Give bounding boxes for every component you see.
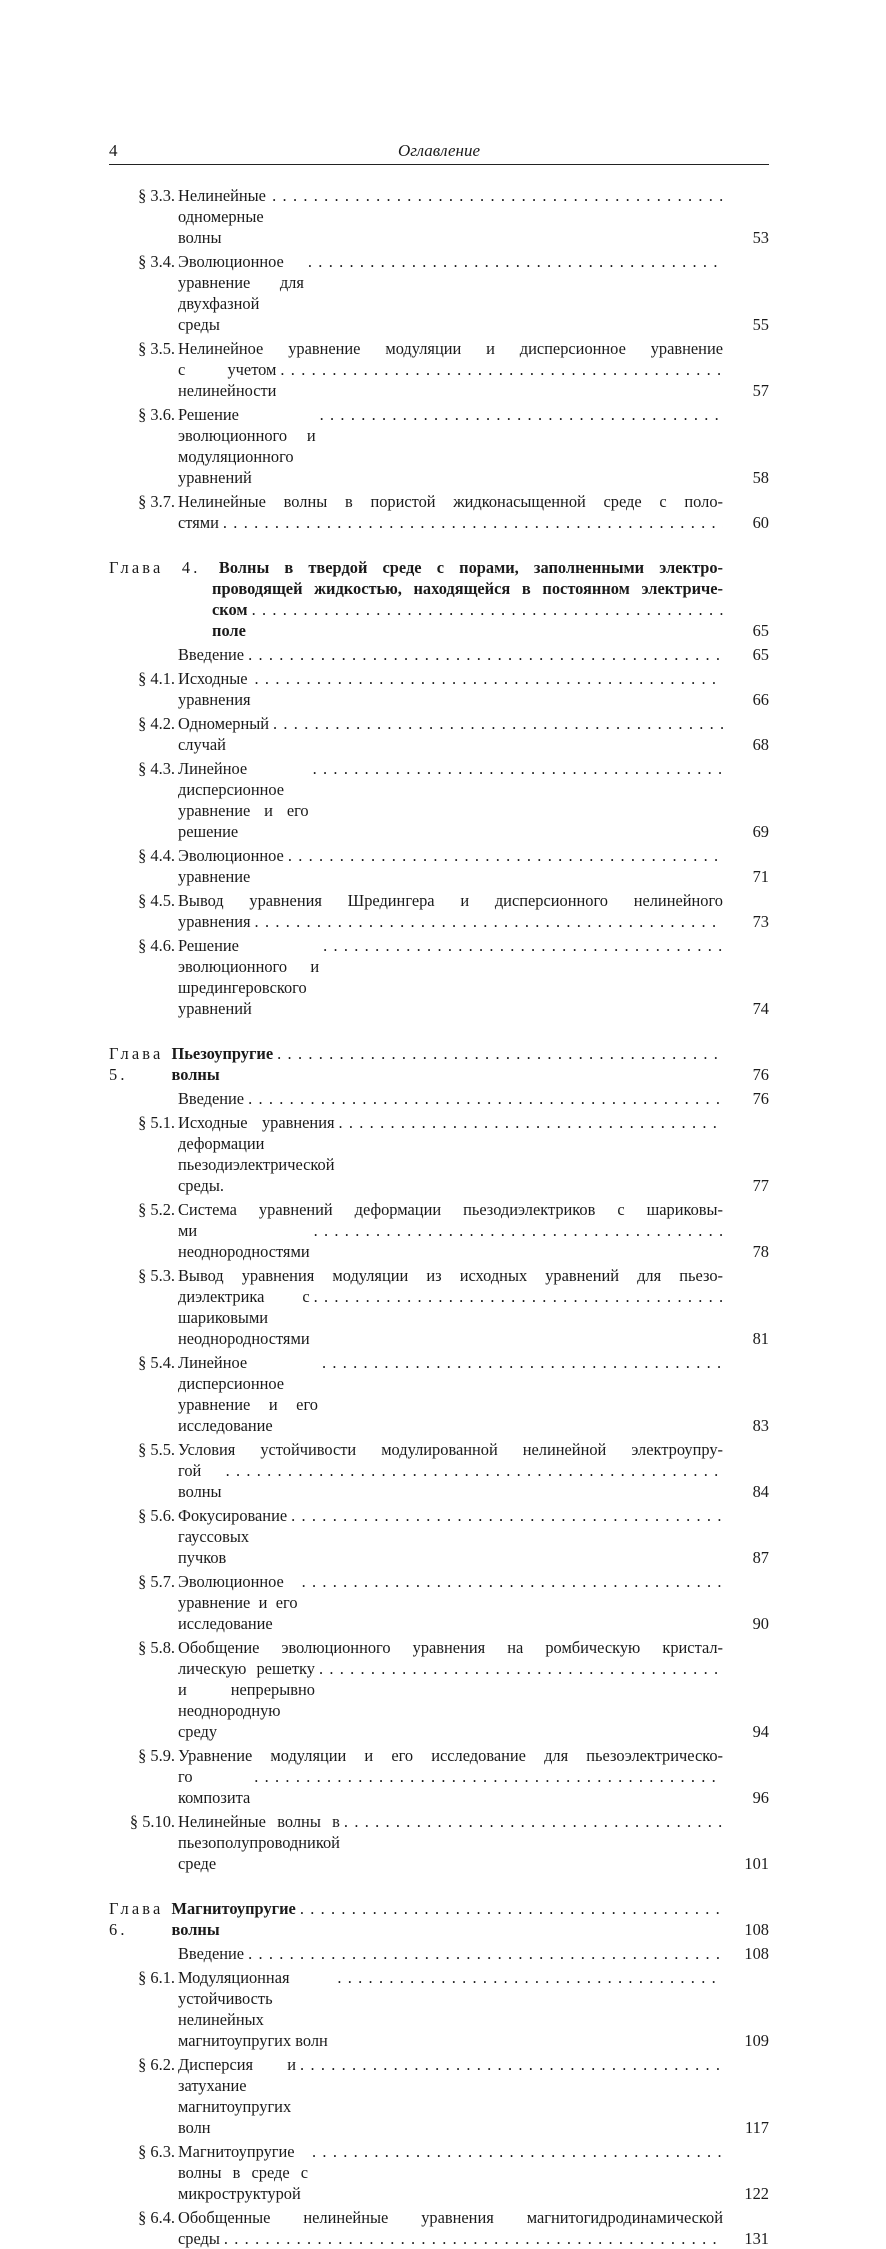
chapter-last-line <box>109 1043 723 1085</box>
entry-title-line: Исходные уравнения деформации пьезодиэлектрической среды. <box>178 1113 335 1195</box>
entry-title-line: Эволюционное уравнение и его исследование <box>178 1572 298 1633</box>
toc-entry-section[interactable] <box>109 1439 769 1502</box>
leader-dots <box>322 1352 723 1373</box>
leader-dots <box>224 2228 723 2249</box>
entry-body <box>178 2207 769 2249</box>
toc-entry-section[interactable] <box>109 2141 769 2204</box>
section-number: § 5.2. <box>138 1200 175 1219</box>
toc-entry-section[interactable] <box>109 1571 769 1634</box>
entry-title-line: Магнитоупругие волны в среде с микроструктурой <box>178 2142 309 2203</box>
toc-entry-section[interactable] <box>109 491 769 533</box>
entry-title-line: диэлектрика с шариковыми неоднородностями <box>178 1287 310 1348</box>
entry-body <box>178 845 769 887</box>
leader-dots <box>248 1943 723 1964</box>
page-ref: 94 <box>752 1722 769 1741</box>
entry-title-line: Нелинейное уравнение модуляции и дисперсионное уравнение <box>178 339 723 358</box>
section-number: § 5.10. <box>129 1812 175 1831</box>
toc-entry-section[interactable] <box>109 845 769 887</box>
section-number: § 4.4. <box>138 846 175 865</box>
chapter-3-sections <box>109 185 769 533</box>
leader-dots <box>312 2141 723 2162</box>
entry-title-line: Исходные уравнения <box>178 669 251 709</box>
toc-entry-section[interactable] <box>109 1967 769 2051</box>
toc-entry-section[interactable] <box>109 185 769 248</box>
entry-body <box>178 2054 769 2138</box>
entry-title-line: Линейное дисперсионное уравнение и его исследование <box>178 1353 318 1435</box>
leader-dots <box>252 599 723 620</box>
page-ref: 69 <box>752 822 769 841</box>
entry-body <box>178 1112 769 1196</box>
entry-title-line: Нелинейные одномерные волны <box>178 185 268 248</box>
leader-dots <box>300 1898 723 1919</box>
entry-title-line: ми неоднородностями <box>178 1221 310 1261</box>
page-ref: 108 <box>744 1944 769 1963</box>
chapter-title: Волны в твердой среде с порами, заполненными электро- <box>218 558 723 577</box>
entry-title-line: Уравнение модуляции и его исследование для пьезоэлектрическо- <box>178 1746 723 1765</box>
toc-entry-section[interactable] <box>109 890 769 932</box>
toc-entry-section[interactable] <box>109 713 769 755</box>
leader-dots <box>254 1766 723 1787</box>
section-number: § 4.3. <box>138 759 175 778</box>
entry-last-line <box>178 1220 723 1262</box>
toc-entry-intro[interactable] <box>109 1943 769 1964</box>
entry-last-line <box>178 758 723 842</box>
entry-last-line <box>178 911 723 932</box>
toc-entry-intro[interactable] <box>109 1088 769 1109</box>
entry-body <box>178 668 769 710</box>
entry-title-line: го композита <box>178 1767 251 1807</box>
entry-title-line: стями <box>178 513 219 532</box>
section-number: § 5.4. <box>138 1353 175 1372</box>
leader-dots <box>291 1505 723 1526</box>
section-number: § 6.3. <box>138 2142 175 2161</box>
toc-entry-section[interactable] <box>109 1811 769 1874</box>
section-number: § 6.1. <box>138 1968 175 1987</box>
entry-body <box>178 2141 769 2204</box>
entry-body <box>178 890 769 932</box>
toc-entry-intro[interactable] <box>109 644 769 665</box>
toc-entry-section[interactable] <box>109 1199 769 1262</box>
entry-last-line <box>178 512 723 533</box>
page-ref: 65 <box>752 645 769 664</box>
entry-body <box>178 1352 769 1436</box>
section-number: § 3.7. <box>138 492 175 511</box>
entry-last-line <box>178 935 723 1019</box>
entry-body <box>178 1505 769 1568</box>
toc-entry-chapter[interactable] <box>109 1043 769 1085</box>
entry-last-line <box>178 1112 723 1196</box>
entry-body <box>178 491 769 533</box>
chapter-title: ском поле <box>212 600 248 640</box>
entry-title-line: Эволюционное уравнение для двухфазной среды <box>178 252 304 334</box>
page-ref: 81 <box>752 1329 769 1348</box>
leader-dots <box>226 1460 723 1481</box>
entry-body <box>178 935 769 1019</box>
leader-dots <box>280 359 723 380</box>
entry-title-line: Линейное дисперсионное уравнение и его решение <box>178 759 309 841</box>
page-ref: 74 <box>752 999 769 1018</box>
leader-dots <box>308 251 723 272</box>
section-number: § 5.9. <box>138 1746 175 1765</box>
section-number: § 5.1. <box>138 1113 175 1132</box>
toc-entry-chapter[interactable] <box>109 557 769 641</box>
page-ref: 55 <box>752 315 769 334</box>
toc-entry-section[interactable] <box>109 1265 769 1349</box>
leader-dots <box>323 935 723 956</box>
section-number: § 4.1. <box>138 669 175 688</box>
section-number: § 3.3. <box>138 186 175 205</box>
leader-dots <box>288 845 723 866</box>
leader-dots <box>339 1112 724 1133</box>
page-ref: 109 <box>744 2031 769 2050</box>
toc-entry-section[interactable] <box>109 1505 769 1568</box>
entry-title-line: уравнения <box>178 912 251 931</box>
entry-title-line: Одномерный случай <box>178 714 270 754</box>
chapter-title-line <box>109 557 723 578</box>
leader-dots <box>272 185 723 206</box>
page-ref: 108 <box>744 1920 769 1939</box>
entry-last-line <box>178 359 723 401</box>
entry-body <box>178 758 769 842</box>
entry-last-line <box>178 1088 723 1109</box>
chapter-block <box>109 557 769 1019</box>
entry-body <box>178 1637 769 1742</box>
page-ref: 68 <box>752 735 769 754</box>
entry-title-line: гой волны <box>178 1461 222 1501</box>
entry-title-line: Эволюционное уравнение <box>178 846 284 886</box>
entry-title-line: Дисперсия и затухание магнитоупругих волн <box>178 2055 297 2137</box>
toc-entry-section[interactable] <box>109 404 769 488</box>
section-number: § 5.6. <box>138 1506 175 1525</box>
page-ref: 78 <box>752 1242 769 1261</box>
section-number: § 5.3. <box>138 1266 175 1285</box>
leader-dots <box>302 1571 723 1592</box>
section-number: § 6.2. <box>138 2055 175 2074</box>
page-ref: 131 <box>744 2229 769 2248</box>
section-number: § 4.2. <box>138 714 175 733</box>
toc-entry-section[interactable] <box>109 2207 769 2249</box>
section-number: § 5.5. <box>138 1440 175 1459</box>
entry-body <box>178 1199 769 1262</box>
entry-body <box>178 404 769 488</box>
toc-entry-section[interactable] <box>109 338 769 401</box>
entry-body <box>178 1745 769 1808</box>
entry-last-line <box>178 1658 723 1742</box>
leader-dots <box>320 404 723 425</box>
entry-last-line <box>178 1967 723 2051</box>
leader-dots <box>248 644 723 665</box>
leader-dots <box>313 758 723 779</box>
section-number: § 5.7. <box>138 1572 175 1591</box>
leader-dots <box>337 1967 723 1988</box>
page-ref: 83 <box>752 1416 769 1435</box>
entry-title-line: Обобщенные нелинейные уравнения магнитогидродинамической <box>178 2208 723 2227</box>
entry-body <box>178 1265 769 1349</box>
entry-last-line <box>178 713 723 755</box>
leader-dots <box>223 512 723 533</box>
page-ref: 90 <box>752 1614 769 1633</box>
running-header <box>109 140 769 165</box>
page-ref: 76 <box>752 1089 769 1108</box>
table-of-contents <box>109 185 769 2249</box>
page-ref: 101 <box>744 1854 769 1873</box>
entry-body <box>178 1088 769 1109</box>
entry-title-line: лическую решетку и непрерывно неоднородную среду <box>178 1659 315 1741</box>
entry-last-line <box>178 1460 723 1502</box>
entry-body <box>178 1571 769 1634</box>
leader-dots <box>255 668 723 689</box>
page-ref: 53 <box>752 228 769 247</box>
entry-last-line <box>178 644 723 665</box>
page-ref: 65 <box>752 621 769 640</box>
entry-title-line: с учетом нелинейности <box>178 360 277 400</box>
chapter-block <box>109 1043 769 1874</box>
entry-last-line <box>178 1286 723 1349</box>
entry-body <box>178 644 769 665</box>
page-ref: 87 <box>752 1548 769 1567</box>
chapter-title: Магнитоупругие волны <box>171 1899 296 1939</box>
entry-last-line <box>178 1352 723 1436</box>
page-ref: 58 <box>752 468 769 487</box>
page-ref: 84 <box>752 1482 769 1501</box>
leader-dots <box>319 1658 723 1679</box>
chapter-title: проводящей жидкостью, находящейся в постоянном электриче- <box>212 579 723 598</box>
entry-last-line <box>178 1943 723 1964</box>
page-ref: 117 <box>745 2118 769 2137</box>
toc-entry-section[interactable] <box>109 1352 769 1436</box>
entry-last-line <box>178 1811 723 1874</box>
toc-entry-section[interactable] <box>109 1637 769 1742</box>
entry-body <box>178 1439 769 1502</box>
section-number: § 3.6. <box>138 405 175 424</box>
page-ref: 57 <box>752 381 769 400</box>
section-number: § 3.5. <box>138 339 175 358</box>
entry-last-line <box>178 185 723 248</box>
entry-title-line: Решение эволюционного и шредингеровского уравнений <box>178 936 320 1018</box>
entry-title-line: Обобщение эволюционного уравнения на ромбическую кристал- <box>178 1638 723 1657</box>
leader-dots <box>248 1088 723 1109</box>
chapter-last-line <box>109 599 723 641</box>
entry-body <box>178 1811 769 1874</box>
toc-entry-section[interactable] <box>109 2054 769 2138</box>
entry-title-line: Вывод уравнения модуляции из исходных уравнений для пьезо- <box>178 1266 723 1285</box>
toc-entry-section[interactable] <box>109 1745 769 1808</box>
entry-title-line: Введение <box>178 1089 245 1108</box>
entry-body <box>178 713 769 755</box>
entry-body <box>109 1898 769 1940</box>
running-title: Оглавление <box>397 141 481 160</box>
entry-title-line: Модуляционная устойчивость нелинейных магнитоупругих волн <box>178 1967 333 2051</box>
entry-title-line: Фокусирование гауссовых пучков <box>178 1506 288 1567</box>
section-number: § 4.5. <box>138 891 175 910</box>
page-ref: 60 <box>752 513 769 532</box>
leader-dots <box>314 1286 723 1307</box>
leader-dots <box>300 2054 723 2075</box>
page-ref: 96 <box>752 1788 769 1807</box>
leader-dots <box>255 911 723 932</box>
toc-entry-section[interactable] <box>109 668 769 710</box>
toc-entry-section[interactable] <box>109 935 769 1019</box>
leader-dots <box>314 1220 723 1241</box>
chapter-title-line <box>109 578 723 599</box>
leader-dots <box>273 713 723 734</box>
entry-last-line <box>178 1766 723 1808</box>
entry-last-line <box>178 2228 723 2249</box>
page-ref: 77 <box>752 1176 769 1195</box>
chapter-number: Глава 4. <box>109 558 219 577</box>
page-ref: 73 <box>752 912 769 931</box>
entry-title-line: Нелинейные волны в пьезополупроводникой среде <box>178 1812 340 1873</box>
toc-entry-section[interactable] <box>109 1112 769 1196</box>
page-ref: 122 <box>744 2184 769 2203</box>
section-number: § 4.6. <box>138 936 175 955</box>
entry-title-line: Система уравнений деформации пьезодиэлектриков с шариковы- <box>178 1200 723 1219</box>
entry-body <box>109 557 769 641</box>
chapter-number: Глава 5. <box>109 1044 164 1084</box>
entry-title-line: среды <box>178 2229 220 2248</box>
leader-dots <box>344 1811 723 1832</box>
entry-body <box>178 185 769 248</box>
entry-last-line <box>178 251 723 335</box>
page-ref: 71 <box>752 867 769 886</box>
entry-title-line: Условия устойчивости модулированной нелинейной электроупру- <box>178 1440 723 1459</box>
entry-body <box>178 1967 769 2051</box>
entry-last-line <box>178 1505 723 1568</box>
chapter-last-line <box>109 1898 723 1940</box>
entry-body <box>109 1043 769 1085</box>
entry-last-line <box>178 845 723 887</box>
entry-title-line: Решение эволюционного и модуляционного уравнений <box>178 405 316 487</box>
chapter-number: Глава 6. <box>109 1899 164 1939</box>
section-number: § 5.8. <box>138 1638 175 1657</box>
entry-last-line <box>178 404 723 488</box>
page-number: 4 <box>109 141 118 160</box>
section-number: § 3.4. <box>138 252 175 271</box>
entry-last-line <box>178 1571 723 1634</box>
section-number: § 6.4. <box>138 2208 175 2227</box>
leader-dots <box>277 1043 723 1064</box>
entry-last-line <box>178 2054 723 2138</box>
entry-body <box>178 338 769 401</box>
entry-body <box>178 1943 769 1964</box>
entry-body <box>178 251 769 335</box>
chapter-title: Пьезоупругие волны <box>171 1044 274 1084</box>
toc-entry-chapter[interactable] <box>109 1898 769 1940</box>
page-ref: 66 <box>752 690 769 709</box>
entry-last-line <box>178 668 723 710</box>
entry-title-line: Нелинейные волны в пористой жидконасыщенной среде с поло- <box>178 492 723 511</box>
toc-entry-section[interactable] <box>109 758 769 842</box>
entry-title-line: Введение <box>178 1944 245 1963</box>
entry-title-line: Введение <box>178 645 245 664</box>
page-ref: 76 <box>752 1065 769 1084</box>
toc-entry-section[interactable] <box>109 251 769 335</box>
chapter-block <box>109 1898 769 2249</box>
entry-title-line: Вывод уравнения Шредингера и дисперсионного нелинейного <box>178 891 723 910</box>
entry-last-line <box>178 2141 723 2204</box>
